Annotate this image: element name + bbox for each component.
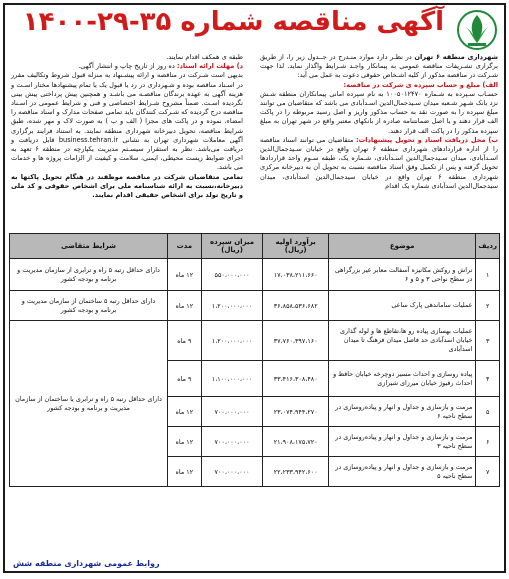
row-number: ۷ — [476, 457, 500, 487]
header-duration: مدت — [168, 234, 202, 259]
row-estimate: ۲۳،۰۷۴،۹۴۴،۲۷۰ — [263, 397, 329, 427]
row-subject: پیاده روسازی و احداث مسیر دوچرخه خیابان حافظ و احداث رفیوژ خیابان میرزای شیرازی — [329, 361, 476, 397]
lead-bold: شهرداری منطقه ۶ تهران — [414, 53, 498, 61]
intro-right-column — [260, 53, 498, 191]
row-subject: تراش و روکش مکانیزه آسفالت معابر غیر بزرگراهی در سطح نواحی ۳ و ۵ و ۶ — [329, 259, 476, 291]
intro-left-column — [11, 53, 243, 200]
row-subject: عملیات ساماندهی پارک ساعی — [329, 291, 476, 321]
header-estimate: برآورد اولیه (ریال) — [263, 234, 329, 259]
row-duration: ۱۲ ماه — [168, 397, 202, 427]
tender-notice — [3, 3, 506, 573]
section-a-heading: الف) مبلغ و حساب سپرده ی شرکت در مناقصه: — [343, 80, 498, 89]
tender-table — [9, 233, 500, 487]
rules-text: بدیهی است شـرکت در مناقصه و ارائه پیشـنهاد به منزله قبول شروط وتکالیف مقرر در اسـناد مناقصه بوده و شـهرداری در رد یا قبول یک یا تمام پیشنهادها مختار اسـت و هزینه آگهی به عهده برندگان مناقصـه می باشـد و همچنین پیش پرداختی پیش بینی نگردیده اسـت. ضمناً مشروح شـرایط اختصاصی و فنی و شرایط عمومی در اسـناد مناقصه درج گردیده که شـرکت کنندگان باید تمامی صفحات مدارک و اسناد مناقصه را امضاء، نموده و در پاکت های مجزا ( الف و ب ) به صورت لاک و مهر شده، طبق شرایط مناقصه، تحویل دبیرخانه شهرداری منطقه نمایند. به استناد فرایند برگزاری آگهی معاملات شهرداری تهران به نشانی — [11, 71, 244, 144]
row-duration: ۱۲ ماه — [168, 291, 202, 321]
row-estimate: ۳۷،۷۶۰،۳۹۷،۱۶۰ — [263, 321, 329, 361]
row-number: ۶ — [476, 427, 500, 457]
table-header-row — [10, 234, 500, 259]
row-duration: ۹ ماه — [168, 361, 202, 397]
section-b-text: متقاضیان می توانند اسناد مناقصه را از اداره قراردادهای شهرداری منطقه ۶ تهران واقع در خیابان سـیدجمال‌الدین اسـدآبادی، میدان سـیدجمال‌الدین اسـدآبادی، شـماره یک، طبقه سـوم واحد قراردادها تحویل گرفته و پس از تکمیل وفق اسناد مناقصه نسبت به تحویل آن به دبیرخانه مرکزی شهرداری منطقه ۶ تهران واقع در خیابان سیدجمال‌الدین اسدآبادی، میدان سیدجمال‌الدین اسدآبادی شماره یک اقدام — [260, 135, 498, 190]
row-estimate: ۲۲،۲۳۳،۹۴۲،۶۰۰ — [263, 457, 329, 487]
row-conditions: دارای حداقل رتبه ۵ راه و ترابری یا ساختمان از سازمان مدیریت و برنامه و بودجه کشور — [10, 321, 168, 487]
row-deposit: ۱،۲۰۰،۰۰۰،۰۰۰ — [201, 321, 263, 361]
row-subject: مرمت و بازسازی و جداول و انهار و پیاده‌روسازی در سطح ناحیه ۶ — [329, 397, 476, 427]
row-deposit: ۱،۲۰۰،۰۰۰،۰۰۰ — [201, 291, 263, 321]
header-deposit: میزان سپرده (ریال) — [201, 234, 263, 259]
notice-text: تمامی متقاضیان شرکت در مناقصه موظفند در هنگام تحویل پاکتها به دبیرخانه،نسبت به ارائه شناسنامه ملی برای اشخاص حقوقی و کد ملی و تاریخ تولد برای اشخاص حقیقی اقدام نمایند. — [11, 172, 243, 200]
row-duration: ۱۲ ماه — [168, 457, 202, 487]
row-number: ۱ — [476, 259, 500, 291]
header-conditions: شرایط متقاضی — [10, 234, 168, 259]
header-subject: موضوع — [329, 234, 476, 259]
row-deposit: ۷۰۰،۰۰۰،۰۰۰ — [201, 457, 263, 487]
row-estimate: ۳۳،۴۱۶،۳۰۸،۴۸۰ — [263, 361, 329, 397]
row-deposit: ۷۰۰،۰۰۰،۰۰۰ — [201, 397, 263, 427]
header — [5, 5, 504, 53]
row-conditions: دارای حداقل رتبه ۵ ساختمان از سازمان مدیریت و برنامه و بودجه کشور — [10, 291, 168, 321]
row-subject: مرمت و بازسازی و جداول و انهار و پیاده‌روسازی در سطح ناحیه ۳ — [329, 427, 476, 457]
rules-text-2: قابل دریافت و دریافت می‌باشد. نظر به استقرار سیسـتم مدیریت یکپارچه در منطقه ۶ تعهد به اجرای ضوابط زیست محیطی، ایمنی، سلامت و کیفیت از الزامات پروژه ها و خدمات می باشد. — [11, 135, 243, 172]
row-duration: ۹ ماه — [168, 321, 202, 361]
row-number: ۲ — [476, 291, 500, 321]
row-deposit: ۷۰۰،۰۰۰،۰۰۰ — [201, 427, 263, 457]
row-duration: ۱۲ ماه — [168, 427, 202, 457]
header-row-number: ردیف — [476, 234, 500, 259]
row-estimate: ۲۱،۹۰۸،۱۷۵،۷۲۰ — [263, 427, 329, 457]
section-c-text: طبقه ی همکف اقدام نمایند. — [166, 53, 243, 61]
section-a-text: حسـاب سـپرده به شـماره ۱۰۰۵۰۱۲۴۷۰ به نام سپرده امانی پیمانکاران منطقه شـش نزد بانک شـهر شـعبه میدان سـیدجمال‌الدین اسـدآبادی می باشد که متقاضیان می توانند مبلغ سپرده را به صورت نقد به حساب مذکور واریز و اصل رسید مربوطه را در پاکت الف قرار دهند و یا اصل ضمانتنامه صادره از بانکهای معتبر واقع در شهر تهران به مبلغ سپرده مذکور را در پاکت الف قرار دهند. — [260, 89, 498, 135]
lead-text: در نظـر دارد موارد منـدرج در جــدول زیر را، از طریق برگزاری تشـریفات مناقصه عمومی به پیمانکار واجـد شـرایط واگذار نماید. لذا جهت شـرکت در مناقصه مذکور از کلیه اشـخاص حقوقی دعوت به عمل می آید: — [260, 53, 498, 80]
row-estimate: ۳۶،۸۵۸،۵۳۶،۶۸۲ — [263, 291, 329, 321]
table-row — [10, 291, 500, 321]
row-duration: ۱۲ ماه — [168, 259, 202, 291]
section-d-text: ده روز از تاریخ چاپ و انتشار آگهی. — [78, 62, 177, 71]
row-number: ۵ — [476, 397, 500, 427]
website-link[interactable]: business.tehran.ir — [58, 135, 123, 144]
intro-paragraph — [260, 53, 498, 81]
section-d-heading: د) مهلت ارائه اسناد: — [176, 62, 243, 71]
row-conditions: دارای حداقل رتبه ۵ راه و ترابری از سازمان مدیریت و برنامه و بودجه کشور — [10, 259, 168, 291]
page-title: آگهی مناقصه شماره ۳۵-۲۹-۱۴۰۰ — [22, 7, 444, 37]
row-deposit: ۵۵۰،۰۰۰،۰۰۰ — [201, 259, 263, 291]
section-b-heading: ب) محل دریافت اسناد و تحویل پیشنهادات: — [355, 135, 498, 144]
row-number: ۴ — [476, 361, 500, 397]
table-row — [10, 321, 500, 361]
table-row — [10, 259, 500, 291]
footer-credit: روابط عمومی شهرداری منطقه شش — [13, 559, 160, 568]
row-subject: عملیات بهسازی پیاده رو ها،تقاطع ها و لوله گذاری خیابان اسدآبادی حد فاصل میدان فرهنگ تا میدان اسدآبادی — [329, 321, 476, 361]
row-number: ۳ — [476, 321, 500, 361]
row-deposit: ۱،۱۰۰،۰۰۰،۰۰۰ — [201, 361, 263, 397]
row-subject: مرمت و بازسازی و جداول و انهار و پیاده‌روسازی در سطح ناحیه ۵ — [329, 457, 476, 487]
row-estimate: ۱۷،۰۳۸،۲۱۱،۶۶۰ — [263, 259, 329, 291]
tehran-municipality-logo-icon — [456, 9, 498, 51]
